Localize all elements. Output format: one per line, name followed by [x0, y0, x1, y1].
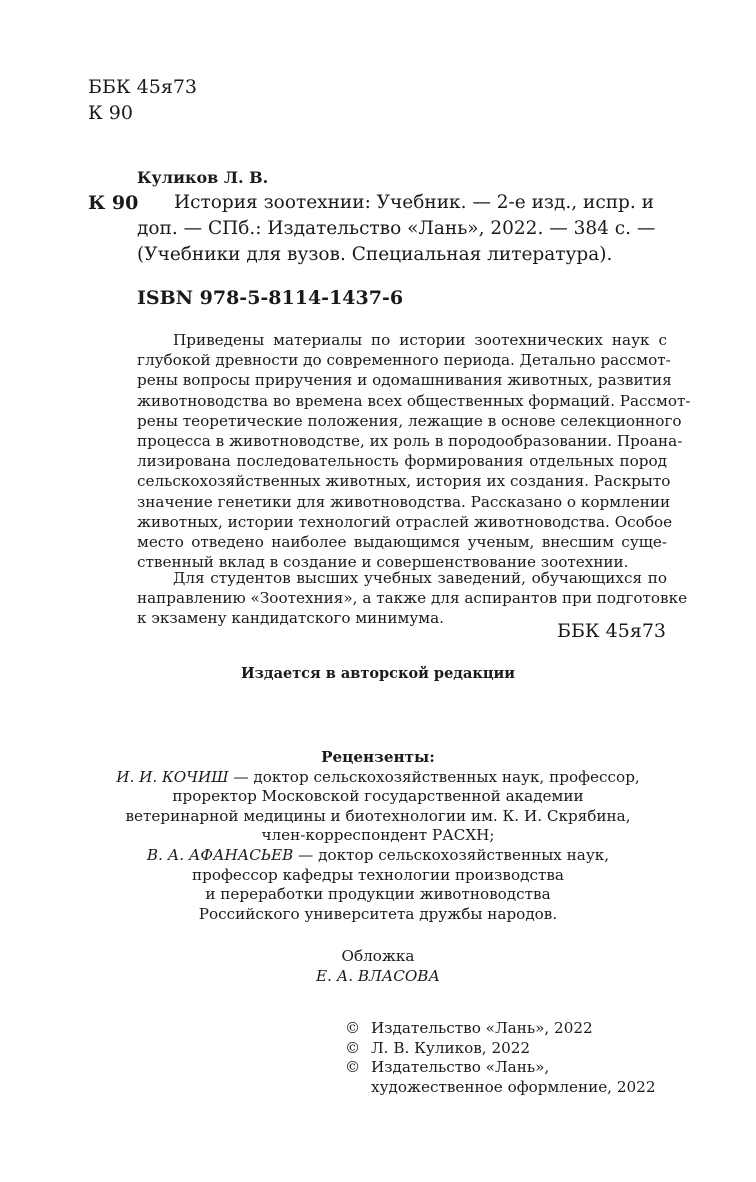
reviewer-2-name: В. А. АФАНАСЬЕВ [146, 845, 294, 864]
bbk-code: ББК 45я73 [88, 76, 198, 98]
abstract-line: рены теоретические положения, лежащие в основе селекционного [137, 411, 682, 430]
bibliographic-description [137, 190, 656, 268]
reviewers-title: Рецензенты: [321, 748, 435, 766]
abstract-line: Для студентов высших учебных заведений, обучающихся по [173, 569, 667, 587]
copyright-continuation: художественное оформление, 2022 [371, 1077, 656, 1096]
bbk-code-right: ББК 45я73 [556, 620, 666, 642]
cover-designer: Е. А. ВЛАСОВА [316, 966, 440, 985]
record-author-mark: К 90 [88, 192, 139, 214]
reviewer-1-line [0, 768, 756, 788]
copyright-line [345, 1019, 656, 1039]
copyright-line [345, 1039, 656, 1059]
author-mark: К 90 [88, 102, 133, 124]
abstract-line: животноводства во времена всех общественных формаций. Рассмот- [137, 391, 691, 410]
reviewer-line: и переработки продукции животноводства [205, 885, 551, 904]
reviewer-line: Российского университета дружбы народов. [198, 904, 558, 923]
copyright-symbol: © [345, 1038, 361, 1057]
copyright-holder: Издательство «Лань», [371, 1058, 550, 1077]
reviewer-line: профессор кафедры технологии производства [192, 865, 564, 884]
cover-credit [0, 947, 756, 986]
abstract-line: значение генетики для животноводства. Рассказано о кормлении [137, 492, 671, 511]
copyright-symbol: © [345, 1058, 361, 1077]
abstract-line: рены вопросы приручения и одомашнивания животных, развития [137, 371, 672, 390]
copyright-holder: Л. В. Куликов, 2022 [371, 1038, 531, 1057]
reviewer-line: проректор Московской государственной академии [172, 787, 584, 806]
abstract-line: направлению «Зоотехния», а также для аспирантов при подготовке [137, 589, 688, 608]
copyright-holder: Издательство «Лань», 2022 [371, 1019, 593, 1037]
abstract-paragraph-1 [137, 330, 691, 572]
biblio-line: История зоотехнии: Учебник. — 2-е изд., испр. и [174, 192, 654, 213]
reviewers-block [0, 748, 756, 924]
isbn: ISBN 978-5-8114-1437-6 [137, 287, 404, 309]
reviewer-line: ветеринарной медицины и биотехнологии им. К. И. Скрябина, [125, 806, 631, 825]
abstract-line: животных, истории технологий отраслей животноводства. Особое [137, 512, 673, 531]
abstract-line: место отведено наиболее выдающимся ученым, внесшим суще- [137, 533, 667, 552]
cover-label: Обложка [341, 947, 415, 965]
biblio-line: доп. — СПб.: Издательство «Лань», 2022. — 384 с. — [137, 218, 656, 239]
abstract-line: глубокой древности до современного периода. Детально рассмот- [137, 351, 671, 370]
reviewer-1-name: И. И. КОЧИШ [116, 767, 229, 786]
abstract-line: к экзамену кандидатского минимума. [137, 609, 444, 628]
biblio-line: (Учебники для вузов. Специальная литература). [137, 244, 613, 265]
abstract-line: ственный вклад в создание и совершенствование зоотехнии. [137, 553, 629, 572]
reviewer-line: член-корреспондент РАСХН; [261, 826, 495, 845]
abstract-line: процесса в животноводстве, их роль в породообразовании. Проана- [137, 432, 683, 451]
reviewer-2-line [0, 846, 756, 866]
copyright-line [345, 1058, 656, 1078]
copyright-symbol: © [345, 1019, 361, 1037]
reviewer-1-title: — доктор сельскохозяйственных наук, профессор, [228, 767, 640, 786]
abstract-line: Приведены материалы по истории зоотехнических наук с [173, 331, 667, 349]
reviewer-2-title: — доктор сельскохозяйственных наук, [293, 845, 610, 864]
edition-note: Издается в авторской редакции [240, 665, 516, 682]
abstract-line: лизирована последовательность формирования отдельных пород [137, 452, 667, 471]
author-name: Куликов Л. В. [137, 168, 269, 187]
copyright-block [345, 1019, 656, 1097]
abstract-line: сельскохозяйственных животных, история их создания. Раскрыто [137, 472, 671, 491]
